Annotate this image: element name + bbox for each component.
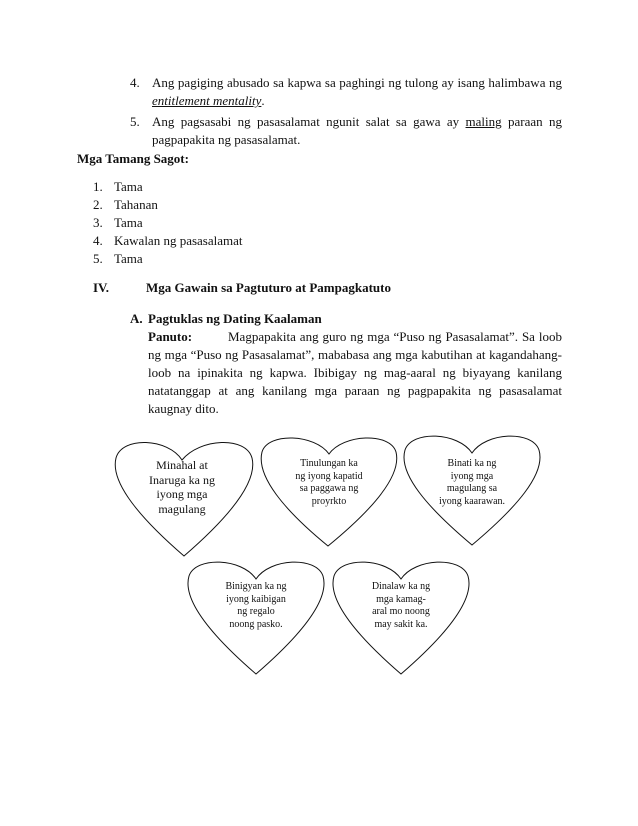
subsection-title: Pagtuklas ng Dating Kaalaman [148,311,322,326]
answer-text: Tama [114,179,143,194]
answer-text: Kawalan ng pasasalamat [114,233,243,248]
heart-line: iyong mga [156,487,208,501]
heart-line: proyrkto [311,495,347,507]
heart-line: magulang [158,501,206,516]
answer-number: 4. [93,233,103,248]
item-number: 5. [130,114,140,129]
heart-line: sa paggawa ng [299,483,359,494]
heart-line: mga kamag- [376,593,426,605]
heart-line: iyong kaarawan. [438,495,506,507]
answers-title: Mga Tamang Sagot: [77,151,189,166]
heart-line: iyong mga [450,470,494,482]
heart-text-4 [208,581,304,631]
item-emphasis: entitlement mentality [152,93,262,108]
heart-text-2 [282,458,376,508]
heart-line: Binigyan ka ng [225,581,287,592]
heart-line: Binati ka ng [447,458,497,469]
answer-text: Tahanan [114,197,158,212]
answer-number: 2. [93,197,103,212]
item-text: Ang pagsasabi ng pasasalamat ngunit salat sa gawa ay [152,114,460,129]
heart-line: magulang sa [446,483,498,494]
heart-line: ng regalo [237,606,275,617]
instructions-label: Panuto: [148,329,193,344]
answer-number: 3. [93,215,103,230]
heart-line: Inaruga ka ng [149,472,215,487]
heart-text-5 [353,581,449,631]
heart-line: Tinulungan ka [300,458,358,469]
instructions-text: Magpapakita ang guro ng mga “Puso ng Pasasalamat”. Sa loob ng mga “Puso ng Pasasalamat”, mababasa ang mga kabutihan at kagandahang-loob na ipinakita ng kapwa. Ibibigay ng mag-aaral ng biyayang kanilang natatanggap at ang kanilang mga paraan ng pagpapakita ng pasasalamat kaugnay dito. [148,329,562,416]
heart-line: Dinalaw ka ng [371,581,431,592]
heart-line: aral mo noong [372,606,430,617]
heart-line: iyong kaibigan [226,593,286,605]
item-text: Ang pagiging abusado sa kapwa sa paghingi ng tulong ay isang halimbawa ng [152,75,562,90]
heart-line: Minahal at [156,458,208,472]
section-title: Mga Gawain sa Pagtuturo at Pampagkatuto [146,280,391,295]
heart-text-1 [134,458,230,516]
heart-line: ng iyong kapatid [295,470,363,482]
answer-number: 1. [93,179,103,194]
heart-line: may sakit ka. [374,618,428,630]
subsection-letter: A. [130,311,143,326]
answer-text: Tama [114,251,143,266]
item-text-end: . [261,93,265,108]
heart-line: noong pasko. [229,618,283,630]
item-text-end: paraan ng pagpapakita ng pasasalamat. [152,114,562,147]
answer-number: 5. [93,251,103,266]
section-number: IV. [93,280,110,295]
answer-text: Tama [114,215,143,230]
item-number: 4. [130,75,140,90]
heart-text-3 [424,458,520,508]
item-underline: maling [465,114,502,129]
